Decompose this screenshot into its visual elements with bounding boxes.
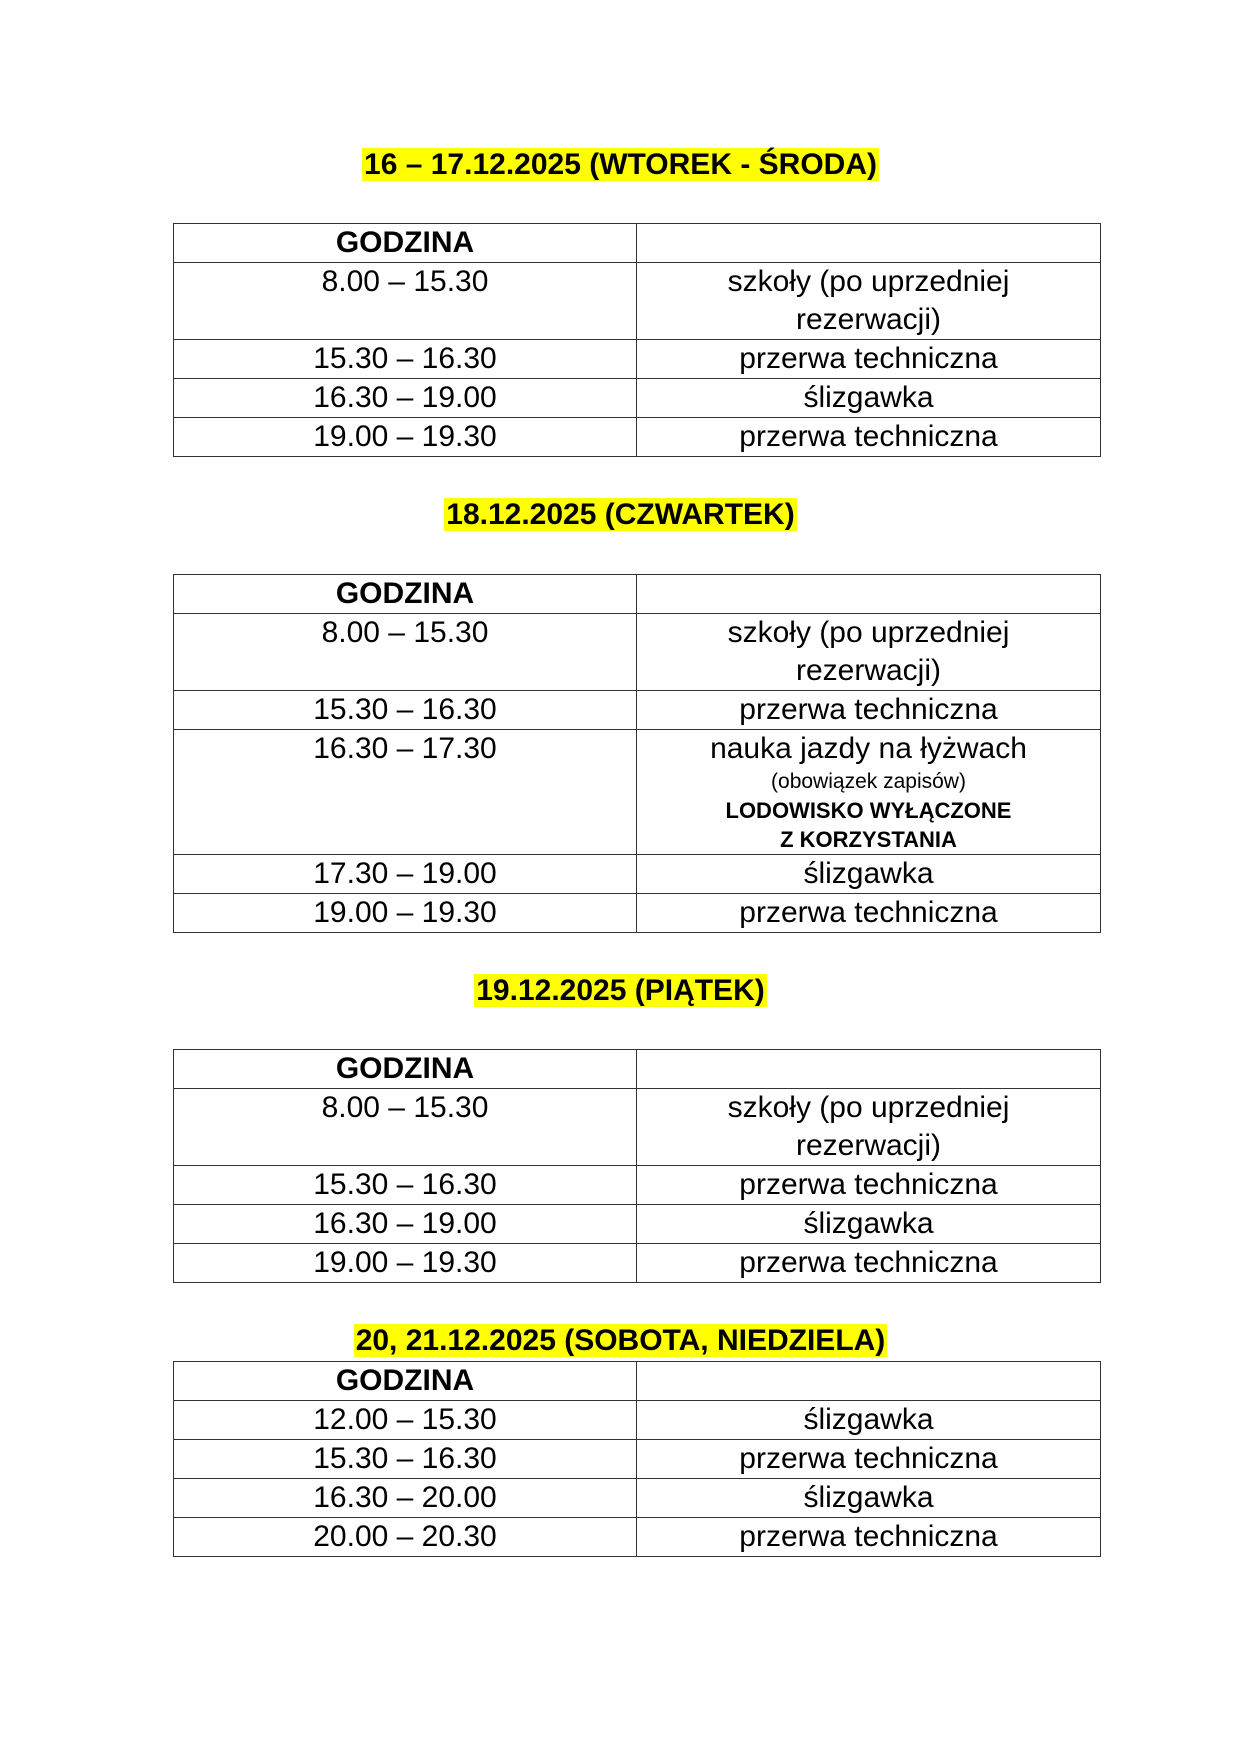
header-empty bbox=[637, 224, 1101, 263]
table-row bbox=[174, 730, 1101, 855]
section-title bbox=[0, 1323, 1241, 1359]
time-cell: 15.30 – 16.30 bbox=[174, 1166, 637, 1205]
activity-cell: ślizgawka bbox=[637, 1401, 1101, 1440]
table-row bbox=[174, 340, 1101, 379]
activity-cell: ślizgawka bbox=[637, 1479, 1101, 1518]
schedule-table bbox=[173, 1361, 1101, 1557]
schedule-table bbox=[173, 223, 1101, 457]
section-title-text: 20, 21.12.2025 (SOBOTA, NIEDZIELA) bbox=[355, 1324, 886, 1357]
header-empty bbox=[637, 575, 1101, 614]
header-godzina: GODZINA bbox=[174, 1362, 637, 1401]
warning-text: LODOWISKO WYŁĄCZONE bbox=[725, 798, 1012, 823]
time-cell: 19.00 – 19.30 bbox=[174, 894, 637, 933]
time-cell: 15.30 – 16.30 bbox=[174, 340, 637, 379]
activity-cell: szkoły (po uprzedniej rezerwacji) bbox=[637, 1089, 1101, 1166]
time-cell: 16.30 – 17.30 bbox=[174, 730, 637, 855]
section-title-text: 16 – 17.12.2025 (WTOREK - ŚRODA) bbox=[364, 148, 877, 181]
time-cell: 8.00 – 15.30 bbox=[174, 1089, 637, 1166]
time-cell: 8.00 – 15.30 bbox=[174, 614, 637, 691]
header-empty bbox=[637, 1362, 1101, 1401]
table-row bbox=[174, 418, 1101, 457]
table-header-row bbox=[174, 1362, 1101, 1401]
header-empty bbox=[637, 1050, 1101, 1089]
section-title bbox=[0, 973, 1241, 1009]
section-title bbox=[0, 147, 1241, 183]
activity-cell: przerwa techniczna bbox=[637, 691, 1101, 730]
activity-cell: szkoły (po uprzedniej rezerwacji) bbox=[637, 263, 1101, 340]
header-godzina: GODZINA bbox=[174, 1050, 637, 1089]
header-godzina: GODZINA bbox=[174, 224, 637, 263]
table-row bbox=[174, 1089, 1101, 1166]
activity-cell: przerwa techniczna bbox=[637, 340, 1101, 379]
schedule-table bbox=[173, 574, 1101, 933]
note-text: (obowiązek zapisów) bbox=[771, 770, 966, 793]
time-cell: 15.30 – 16.30 bbox=[174, 691, 637, 730]
time-cell: 16.30 – 19.00 bbox=[174, 379, 637, 418]
table-row bbox=[174, 855, 1101, 894]
activity-cell bbox=[637, 730, 1101, 855]
table-row bbox=[174, 1401, 1101, 1440]
time-cell: 19.00 – 19.30 bbox=[174, 418, 637, 457]
time-cell: 8.00 – 15.30 bbox=[174, 263, 637, 340]
section-title-text: 19.12.2025 (PIĄTEK) bbox=[476, 974, 765, 1007]
time-cell: 15.30 – 16.30 bbox=[174, 1440, 637, 1479]
section-title-text: 18.12.2025 (CZWARTEK) bbox=[446, 498, 795, 531]
time-cell: 20.00 – 20.30 bbox=[174, 1518, 637, 1557]
activity-cell: przerwa techniczna bbox=[637, 894, 1101, 933]
table-header-row bbox=[174, 224, 1101, 263]
activity-cell: szkoły (po uprzedniej rezerwacji) bbox=[637, 614, 1101, 691]
time-cell: 12.00 – 15.30 bbox=[174, 1401, 637, 1440]
table-row bbox=[174, 1479, 1101, 1518]
table-header-row bbox=[174, 575, 1101, 614]
table-row bbox=[174, 1166, 1101, 1205]
activity-cell: przerwa techniczna bbox=[637, 418, 1101, 457]
table-row bbox=[174, 379, 1101, 418]
time-cell: 19.00 – 19.30 bbox=[174, 1244, 637, 1283]
table-row bbox=[174, 614, 1101, 691]
activity-cell: przerwa techniczna bbox=[637, 1244, 1101, 1283]
table-row bbox=[174, 1518, 1101, 1557]
time-cell: 17.30 – 19.00 bbox=[174, 855, 637, 894]
activity-cell: przerwa techniczna bbox=[637, 1518, 1101, 1557]
activity-cell: przerwa techniczna bbox=[637, 1166, 1101, 1205]
table-row bbox=[174, 1440, 1101, 1479]
schedule-table bbox=[173, 1049, 1101, 1283]
table-header-row bbox=[174, 1050, 1101, 1089]
table-row bbox=[174, 894, 1101, 933]
warning-text: Z KORZYSTANIA bbox=[780, 827, 957, 852]
table-row bbox=[174, 1205, 1101, 1244]
section-title bbox=[0, 497, 1241, 533]
activity-cell: ślizgawka bbox=[637, 379, 1101, 418]
activity-text: nauka jazdy na łyżwach bbox=[710, 732, 1027, 765]
activity-cell: przerwa techniczna bbox=[637, 1440, 1101, 1479]
time-cell: 16.30 – 20.00 bbox=[174, 1479, 637, 1518]
table-row bbox=[174, 691, 1101, 730]
header-godzina: GODZINA bbox=[174, 575, 637, 614]
activity-cell: ślizgawka bbox=[637, 855, 1101, 894]
activity-cell: ślizgawka bbox=[637, 1205, 1101, 1244]
time-cell: 16.30 – 19.00 bbox=[174, 1205, 637, 1244]
table-row bbox=[174, 1244, 1101, 1283]
table-row bbox=[174, 263, 1101, 340]
